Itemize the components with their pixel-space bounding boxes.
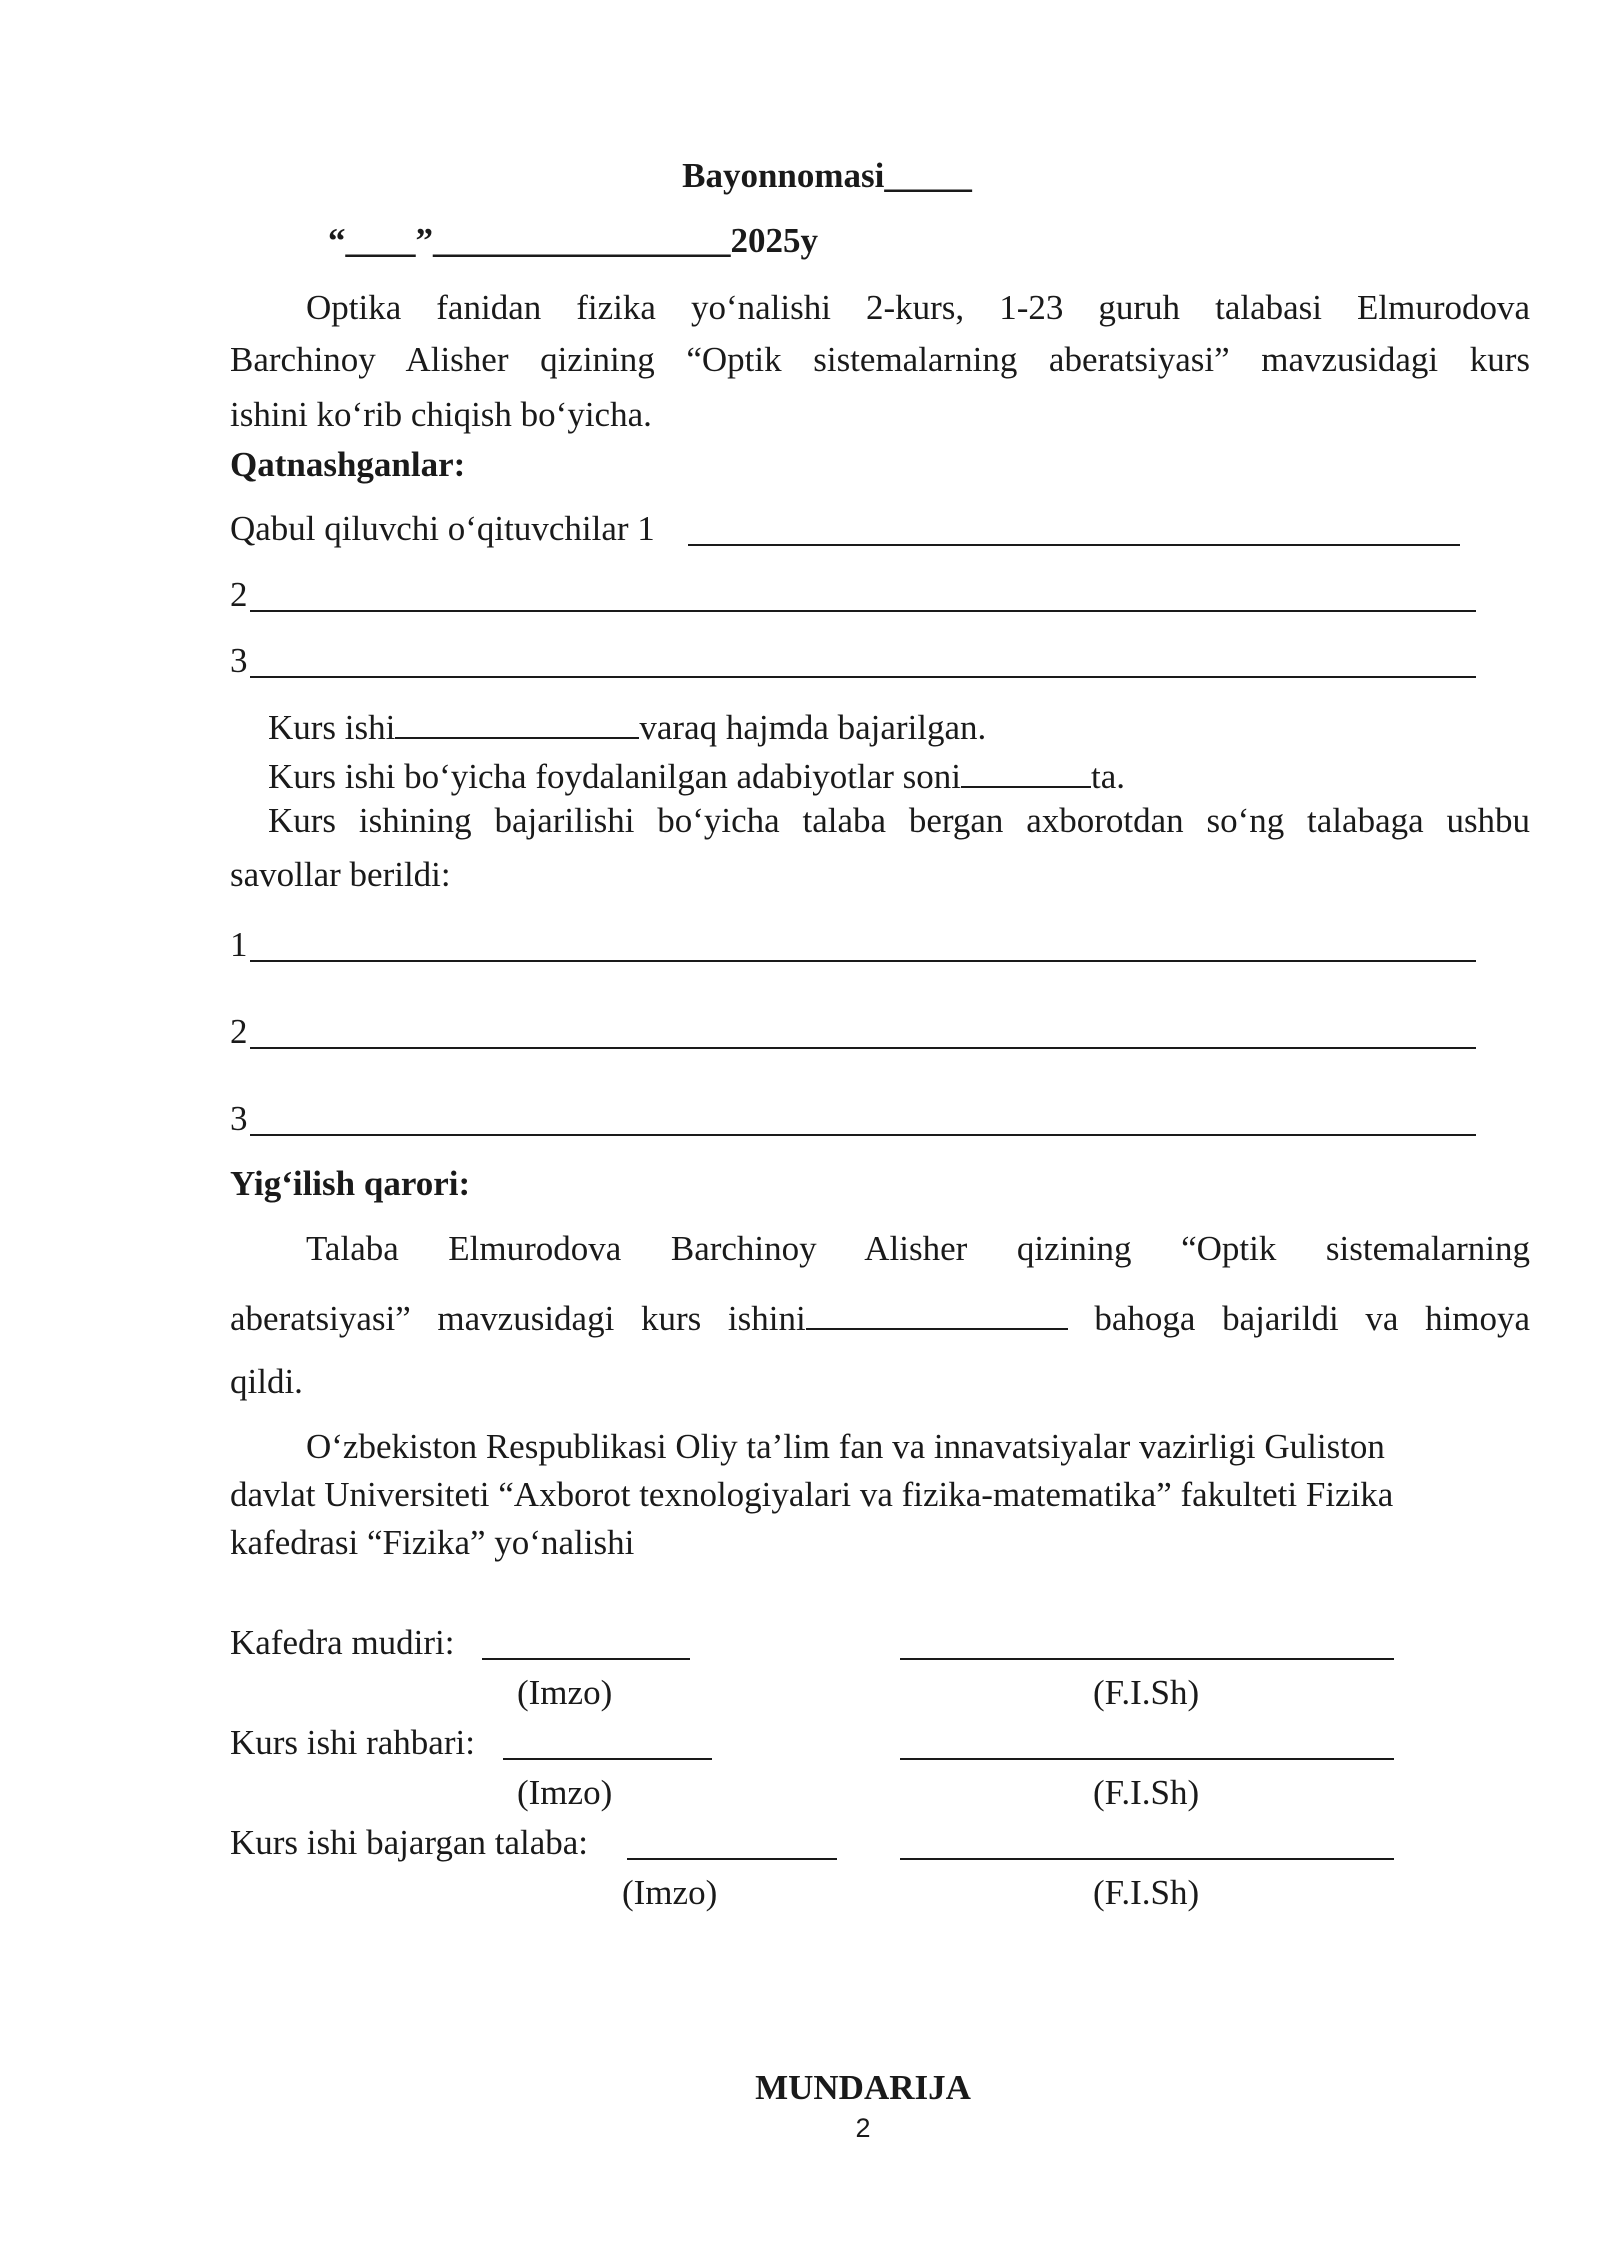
supervisor-name-field[interactable] [900, 1758, 1394, 1760]
decision-word: Alisher [864, 1229, 968, 1268]
intro-word: 1-23 [999, 288, 1064, 327]
intro-word: “Optik [686, 340, 782, 379]
document-title [0, 153, 1600, 199]
decision-grade-group [728, 1299, 1068, 1338]
refs-line [268, 752, 1125, 800]
questions-intro-word: bergan [908, 801, 1004, 840]
decision-word: va [1365, 1299, 1399, 1338]
intro-word: guruh [1098, 288, 1181, 327]
pages-prefix: Kurs ishi [268, 708, 396, 747]
pages-suffix: varaq hajmda bajarilgan. [639, 708, 987, 747]
decision-word: Elmurodova [448, 1229, 622, 1268]
questions-intro-word: ushbu [1446, 801, 1531, 840]
head-sign-caption: (Imzo) [517, 1673, 613, 1712]
intro-word: Barchinoy [230, 340, 376, 379]
decision-word: aberatsiyasi” [230, 1299, 411, 1338]
questions-intro-word: bo‘yicha [657, 801, 780, 840]
decision-line-2 [230, 1294, 1530, 1339]
supervisor-sign-caption: (Imzo) [517, 1773, 613, 1812]
head-name-caption: (F.I.Sh) [1093, 1673, 1200, 1712]
participant-row-2-label: 2 [230, 575, 248, 614]
pages-count-field[interactable] [395, 703, 639, 739]
participant-row-3-label: 3 [230, 641, 248, 680]
page-number-row [0, 2113, 1600, 2144]
ministry-line-1: O‘zbekiston Respublikasi Oliy ta’lim fan va innavatsiyalar vazirligi Guliston [306, 1427, 1385, 1466]
participant-3-field[interactable] [250, 676, 1476, 678]
decision-word: mavzusidagi [437, 1299, 615, 1338]
head-name-field[interactable] [900, 1658, 1394, 1660]
intro-word: qizining [540, 340, 655, 379]
intro-word: kurs [1469, 340, 1531, 379]
head-of-department-label: Kafedra mudiri: [230, 1623, 455, 1662]
student-signature-field[interactable] [627, 1858, 837, 1860]
intro-line-1 [306, 288, 1530, 328]
intro-word: aberatsiyasi” [1048, 340, 1230, 379]
participant-1-field[interactable] [688, 544, 1460, 546]
decision-word: ishini [727, 1299, 806, 1338]
decision-word: himoya [1425, 1299, 1531, 1338]
decision-word: qizining [1016, 1229, 1132, 1268]
questions-intro-word: bajarilishi [494, 801, 635, 840]
intro-word: mavzusidagi [1261, 340, 1439, 379]
decision-word: “Optik [1181, 1229, 1277, 1268]
intro-word: fizika [576, 288, 656, 327]
grade-field[interactable] [806, 1294, 1068, 1330]
question-3-label: 3 [230, 1099, 248, 1138]
intro-word: sistemalarning [813, 340, 1018, 379]
questions-intro-word: so‘ng [1206, 801, 1285, 840]
question-1-field[interactable] [250, 960, 1476, 962]
questions-intro-word: ishining [358, 801, 472, 840]
question-3-field[interactable] [250, 1134, 1476, 1136]
refs-suffix: ta. [1091, 757, 1126, 796]
intro-line-2 [230, 340, 1530, 380]
refs-prefix: Kurs ishi bo‘yicha foydalanilgan adabiyotlar soni [268, 757, 962, 796]
document-date: “____”_________________2025y [328, 221, 818, 260]
questions-intro-word: talabaga [1307, 801, 1424, 840]
questions-intro-line-2: savollar berildi: [230, 855, 451, 894]
pages-line [268, 703, 986, 751]
question-1-label: 1 [230, 925, 248, 964]
supervisor-label: Kurs ishi rahbari: [230, 1723, 475, 1762]
decision-word: Talaba [306, 1229, 399, 1268]
ministry-line-2: davlat Universiteti “Axborot texnologiyalari va fizika-matematika” fakulteti Fizika [230, 1475, 1394, 1514]
head-signature-field[interactable] [482, 1658, 690, 1660]
participant-2-field[interactable] [250, 610, 1476, 612]
decision-line-1 [306, 1229, 1530, 1269]
decision-word: bajarildi [1222, 1299, 1339, 1338]
intro-line-3: ishini ko‘rib chiqish bo‘yicha. [230, 395, 652, 434]
supervisor-signature-field[interactable] [503, 1758, 712, 1760]
page-number: 2 [855, 2113, 871, 2143]
decision-line-3: qildi. [230, 1362, 303, 1401]
questions-intro-word: talaba [802, 801, 887, 840]
question-2-label: 2 [230, 1012, 248, 1051]
intro-word: Optika fanidan [306, 288, 542, 327]
intro-word: 2-kurs, [866, 288, 965, 327]
questions-intro-line-1 [268, 801, 1530, 841]
participants-heading: Qatnashganlar: [230, 445, 466, 484]
decision-word: Barchinoy [670, 1229, 817, 1268]
student-label: Kurs ishi bajargan talaba: [230, 1823, 588, 1862]
refs-count-field[interactable] [961, 752, 1091, 788]
decision-word: kurs [640, 1299, 702, 1338]
participant-row-1-label: Qabul qiluvchi o‘qituvchilar 1 [230, 509, 655, 548]
decision-word: sistemalarning [1325, 1229, 1531, 1268]
questions-intro-word: axborotdan [1026, 801, 1184, 840]
decision-heading: Yig‘ilish qarori: [230, 1164, 471, 1203]
decision-word: bahoga [1094, 1299, 1196, 1338]
questions-intro-word: Kurs [268, 801, 337, 840]
intro-word: talabasi [1215, 288, 1322, 327]
student-name-field[interactable] [900, 1858, 1394, 1860]
question-2-field[interactable] [250, 1047, 1476, 1049]
intro-word: yo‘nalishi [690, 288, 831, 327]
student-sign-caption: (Imzo) [622, 1873, 718, 1912]
toc-title-row [0, 2065, 1600, 2111]
intro-word: Elmurodova [1357, 288, 1531, 327]
ministry-line-3: kafedrasi “Fizika” yo‘nalishi [230, 1523, 635, 1562]
supervisor-name-caption: (F.I.Sh) [1093, 1773, 1200, 1812]
toc-title: MUNDARIJA [755, 2068, 971, 2107]
student-name-caption: (F.I.Sh) [1093, 1873, 1200, 1912]
intro-word: Alisher [405, 340, 509, 379]
document-title-text: Bayonnomasi_____ [682, 156, 972, 195]
